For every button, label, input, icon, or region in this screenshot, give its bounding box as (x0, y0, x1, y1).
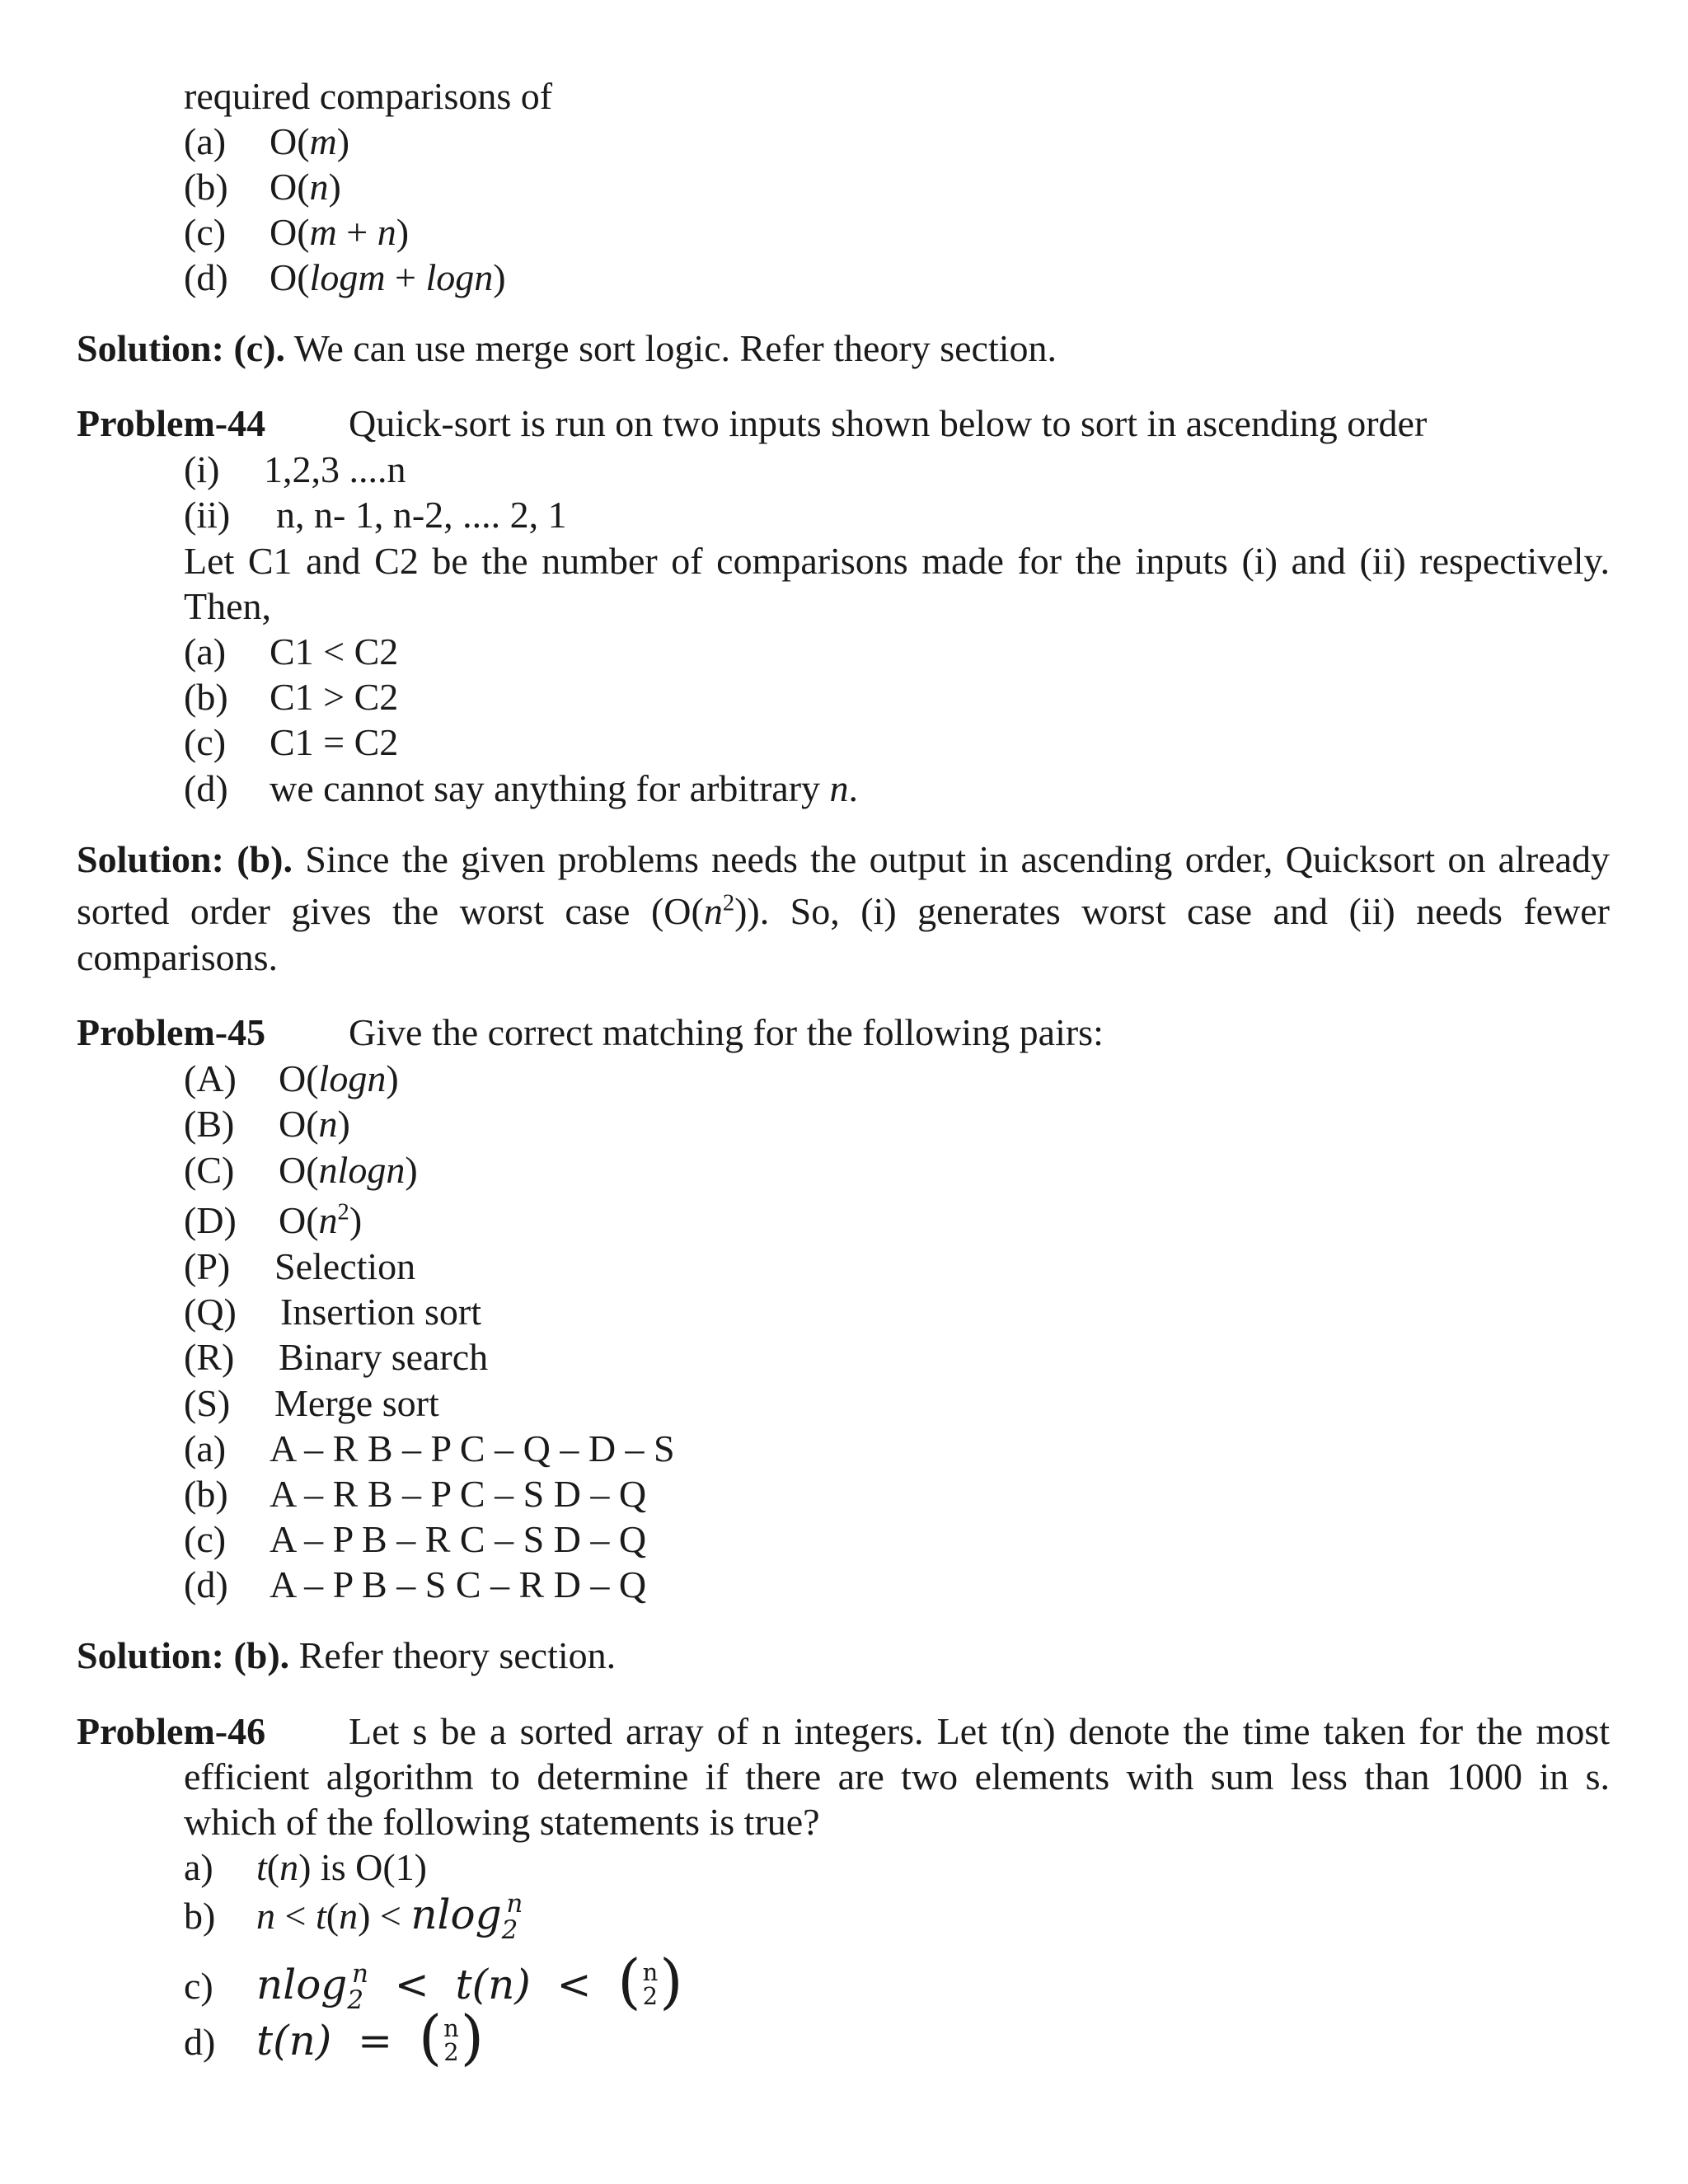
problem-46-question-line1: Let s be a sorted array of n integers. Let t(n) denote the time taken for the most (349, 1710, 1610, 1752)
problem-44-question: Quick-sort is run on two inputs shown below to sort in ascending order (349, 402, 1428, 444)
option-c: (c) A – P B – R C – S D – Q (184, 1518, 647, 1560)
option-c: (c) O(m + n) (184, 211, 410, 253)
match-item-R: (R) Binary search (184, 1336, 489, 1378)
option-c: (c) C1 = C2 (184, 721, 399, 763)
solution-44-line1: Solution: (b). Since the given problems needs the output in ascending order, Quicksort on already (77, 838, 1611, 880)
input-ii: (ii) n, n- 1, n-2, .... 2, 1 (184, 494, 567, 536)
option-d: (d) O(logm + logn) (184, 256, 506, 298)
solution-44-line3: comparisons. (77, 936, 279, 978)
problem-44-heading: Problem-44 (77, 402, 266, 444)
match-item-S: (S) Merge sort (184, 1382, 439, 1424)
problem-46-heading: Problem-46 (77, 1710, 266, 1752)
match-item-D: (D) $O(n^2)$ (184, 1199, 363, 1241)
match-item-A: (A) O(logn) (184, 1057, 399, 1099)
problem-44-body-line1: Let C1 and C2 be the number of comparisons made for the inputs (i) and (ii) respectively. (184, 540, 1610, 582)
option-a: (a) A – R B – P C – Q – D – S (184, 1427, 675, 1469)
problem-45-question: Give the correct matching for the following pairs: (349, 1011, 1104, 1053)
match-item-B: (B) O(n) (184, 1103, 350, 1145)
option-b: b) n < t(n) < nlog$_2^n$ (184, 1889, 523, 1945)
option-d: d) t(n) = ( n 2 ) (184, 2004, 485, 2073)
option-b: (b) O(n) (184, 166, 341, 208)
option-b: (b) A – R B – P C – S D – Q (184, 1473, 647, 1515)
option-a: (a) O(m) (184, 120, 350, 162)
problem-46-question-line2: efficient algorithm to determine if there are two elements with sum less than 1000 in s. (184, 1755, 1610, 1797)
match-item-P: (P) Selection (184, 1245, 416, 1287)
option-d: (d) we cannot say anything for arbitrary n. (184, 767, 859, 809)
problem-46-question-line3: which of the following statements is true? (184, 1801, 820, 1843)
input-i: (i) 1,2,3 ....n (184, 448, 406, 490)
option-a: (a) C1 < C2 (184, 630, 399, 673)
solution-44-line2: sorted order gives the worst case $(O(n^2))$. So, (i) generates worst case and (ii) needs fewer (77, 890, 1611, 932)
solution-prev: Solution: (c). We can use merge sort logic. Refer theory section. (77, 327, 1057, 369)
problem-44-body-line2: Then, (184, 585, 272, 627)
option-c: c) nlog$_2^n$ < t(n) < ( n 2 ) (184, 1947, 683, 2017)
option-b: (b) C1 > C2 (184, 676, 399, 718)
match-item-Q: (Q) Insertion sort (184, 1291, 482, 1333)
solution-45: Solution: (b). Refer theory section. (77, 1634, 617, 1676)
problem-45-heading: Problem-45 (77, 1011, 266, 1053)
option-a: a) t(n) is O(1) (184, 1846, 427, 1888)
match-item-C: (C) O(nlogn) (184, 1149, 418, 1191)
prev-intro: required comparisons of (184, 75, 553, 117)
option-d: (d) A – P B – S C – R D – Q (184, 1563, 647, 1605)
